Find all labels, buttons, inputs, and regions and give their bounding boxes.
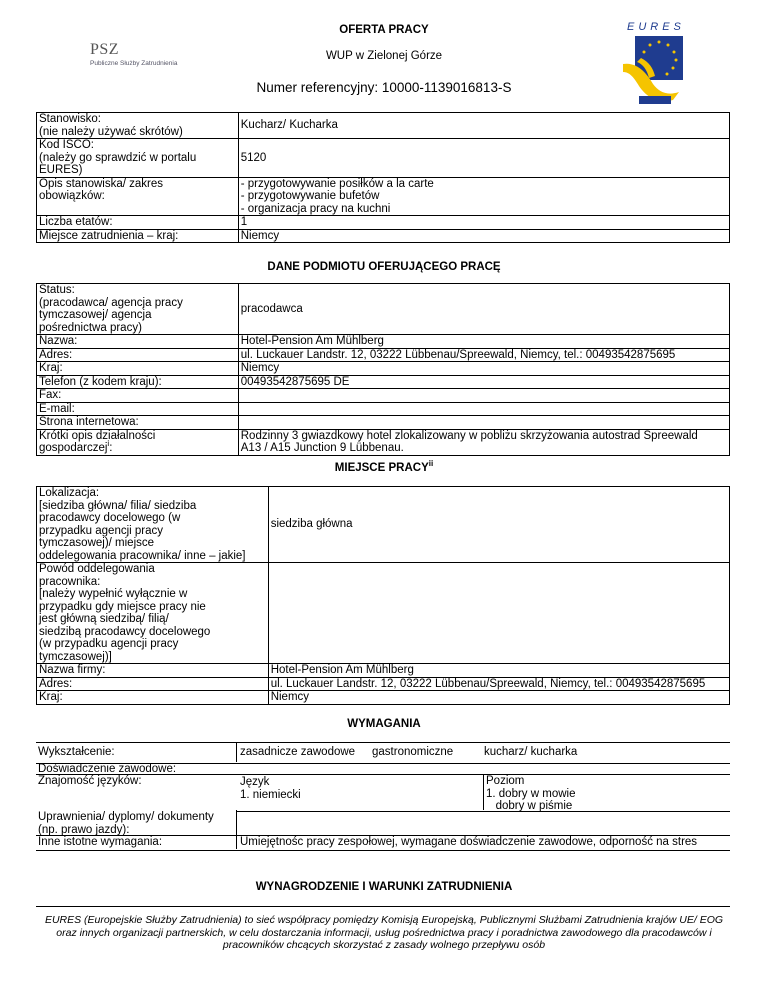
label: Fax: (39, 389, 62, 401)
value: Hotel-Pension Am Mühlberg (240, 335, 384, 347)
salary-heading: WYNAGRODZENIE I WARUNKI ZATRUDNIENIA (255, 881, 513, 893)
value: Kucharz/ Kucharka (240, 119, 338, 132)
value: Hotel-Pension Am Mühlberg (270, 664, 414, 676)
job-label-isco (37, 139, 239, 178)
employer-label-fax (37, 389, 239, 403)
employer-label-country (37, 362, 239, 376)
workplace-value-location (268, 487, 729, 563)
workplace-label-company (37, 664, 269, 678)
education-value-level: zasadnicze zawodowe (240, 746, 356, 758)
job-table (36, 112, 730, 243)
svg-text:EURES: EURES (627, 21, 685, 33)
workplace-value-country (268, 691, 729, 705)
job-value-position (238, 113, 729, 139)
education-label: Wykształcenie: (38, 746, 115, 758)
value: 5120 (240, 151, 267, 164)
label: Liczba etatów: (39, 216, 113, 228)
experience-label: Doświadczenie zawodowe: (38, 763, 177, 775)
reference-number: Numer referencyjny: 10000-1139016813-S (256, 80, 512, 95)
employer-value-country (238, 362, 729, 376)
value: Rodzinny 3 gwiazdkowy hotel zlokalizowany w pobliżu skrzyżowania autostrad Spreewald A13 / A15 Junction 9 Lübbenau. (240, 429, 698, 454)
eures-logo (615, 18, 697, 106)
employer-value-name (238, 335, 729, 349)
documents-label: Uprawnienia/ dyplomy/ dokumenty (np. prawo jazdy): (38, 811, 214, 836)
footer-note: EURES (Europejskie Służby Zatrudnienia) to sieć współpracy pomiędzy Komisją Europejską, Publicznymi Służbami Zatrudnienia krajów UE/ EOG oraz innych organizacji partnerskich, w celu dostarczania informacji, usług pośrednictwa pracy i poradnictwa zawodowego dla pracodawców i pracowników chcących skorzystać z zasady wolnego przepływu osób (44, 914, 724, 951)
footer-divider (36, 906, 730, 907)
label: Powód oddelegowania pracownika: [należy wypełnić wyłącznie w przypadku gdy miejsce pracy nie jest główną siedzibą/ filią/ siedzibą pracodawcy docelowego (w przypadku agencji pracy tymczasowej)] (39, 563, 211, 663)
language-column: Język 1. niemiecki (240, 776, 301, 801)
workplace-value-address (268, 677, 729, 691)
footnote-marker: ii (428, 459, 434, 469)
label: Stanowisko: (nie należy używać skrótów) (39, 113, 183, 138)
employer-label-email (37, 402, 239, 416)
value: Niemcy (240, 362, 280, 374)
employer-value-address (238, 348, 729, 362)
label: Krótki opis działalności gospodarczej (39, 429, 156, 454)
label: Nazwa firmy: (39, 664, 106, 676)
languages-label: Znajomość języków: (38, 775, 142, 787)
value: pracodawca (240, 302, 303, 315)
label: E-mail: (39, 402, 75, 415)
value: Niemcy (270, 691, 310, 703)
psz-logo-text: PSZ (90, 41, 120, 58)
employer-table (36, 283, 730, 456)
employer-value-email (238, 402, 729, 416)
label: Kraj: (39, 691, 63, 703)
job-label-position (37, 113, 239, 139)
level-column: Poziom 1. dobry w mowie dobry w piśmie (486, 775, 576, 812)
job-value-description (238, 177, 729, 216)
label: Miejsce zatrudnienia – kraj: (39, 229, 179, 242)
value: 1 (240, 216, 248, 228)
label: Nazwa: (39, 335, 78, 347)
document-title: OFERTA PRACY (339, 24, 429, 36)
label-end: : (109, 442, 113, 454)
label: Opis stanowiska/ zakres obowiązków: (39, 177, 163, 202)
job-label-country (37, 229, 239, 243)
job-value-country (238, 229, 729, 243)
divider (236, 810, 237, 849)
divider (483, 774, 484, 810)
employer-value-website (238, 416, 729, 430)
employer-label-status (37, 284, 239, 335)
workplace-label-address (37, 677, 269, 691)
label: Kraj: (39, 362, 63, 374)
label: Status: (pracodawca/ agencja pracy tymczasowej/ agencja pośrednictwa pracy) (39, 284, 183, 334)
footnote-marker: i (107, 439, 110, 449)
workplace-table (36, 486, 730, 705)
workplace-value-reason (268, 563, 729, 664)
label: Adres: (39, 677, 73, 690)
employer-label-phone (37, 375, 239, 389)
label: Kod ISCO: (należy go sprawdzić w portalu EURES) (39, 139, 197, 176)
education-value-field: gastronomiczne (372, 746, 454, 758)
office-name: WUP w Zielonej Górze (325, 50, 443, 62)
divider (236, 742, 237, 762)
other-requirements-value: Umiejętnośc pracy zespołowej, wymagane doświadczenie zawodowe, odporność na stres (240, 836, 698, 848)
employer-label-address (37, 348, 239, 362)
value: Niemcy (240, 229, 280, 242)
employer-value-fax (238, 389, 729, 403)
workplace-heading (0, 459, 768, 474)
workplace-value-company (268, 664, 729, 678)
job-value-count (238, 216, 729, 230)
label: Lokalizacja: [siedziba główna/ filia/ siedziba pracodawcy docelowego (w przypadku agencji pracy tymczasowej)/ miejsce oddelegowania pracownika/ inne – jakie] (39, 487, 246, 562)
psz-logo (90, 42, 177, 67)
job-value-isco (238, 139, 729, 178)
employer-value-activity (238, 429, 729, 455)
workplace-label-location (37, 487, 269, 563)
employer-label-name (37, 335, 239, 349)
education-value-profession: kucharz/ kucharka (484, 746, 578, 758)
label: Adres: (39, 348, 73, 361)
employer-value-phone (238, 375, 729, 389)
value: siedziba główna (270, 518, 353, 531)
workplace-label-country (37, 691, 269, 705)
psz-logo-subtitle: Publiczne Służby Zatrudnienia (90, 60, 178, 67)
value: - przygotowywanie posiłków a la carte - przygotowywanie bufetów - organizacja pracy na kuchni (240, 177, 434, 215)
job-label-count (37, 216, 239, 230)
job-label-description (37, 177, 239, 216)
employer-label-activity (37, 429, 239, 455)
workplace-label-reason (37, 563, 269, 664)
requirements-heading: WYMAGANIA (347, 718, 421, 730)
label: Telefon (z kodem kraju): (39, 375, 162, 388)
value: 00493542875695 DE (240, 375, 350, 388)
value: ul. Luckauer Landstr. 12, 03222 Lübbenau/Spreewald, Niemcy, tel.: 00493542875695 (270, 677, 706, 690)
employer-heading: DANE PODMIOTU OFERUJĄCEGO PRACĘ (267, 261, 501, 273)
employer-label-website (37, 416, 239, 430)
workplace-heading-text: MIEJSCE PRACY (334, 462, 429, 474)
value: ul. Luckauer Landstr. 12, 03222 Lübbenau/Spreewald, Niemcy, tel.: 00493542875695 (240, 348, 676, 361)
other-requirements-label: Inne istotne wymagania: (38, 836, 163, 848)
employer-value-status (238, 284, 729, 335)
label: Strona internetowa: (39, 416, 139, 428)
